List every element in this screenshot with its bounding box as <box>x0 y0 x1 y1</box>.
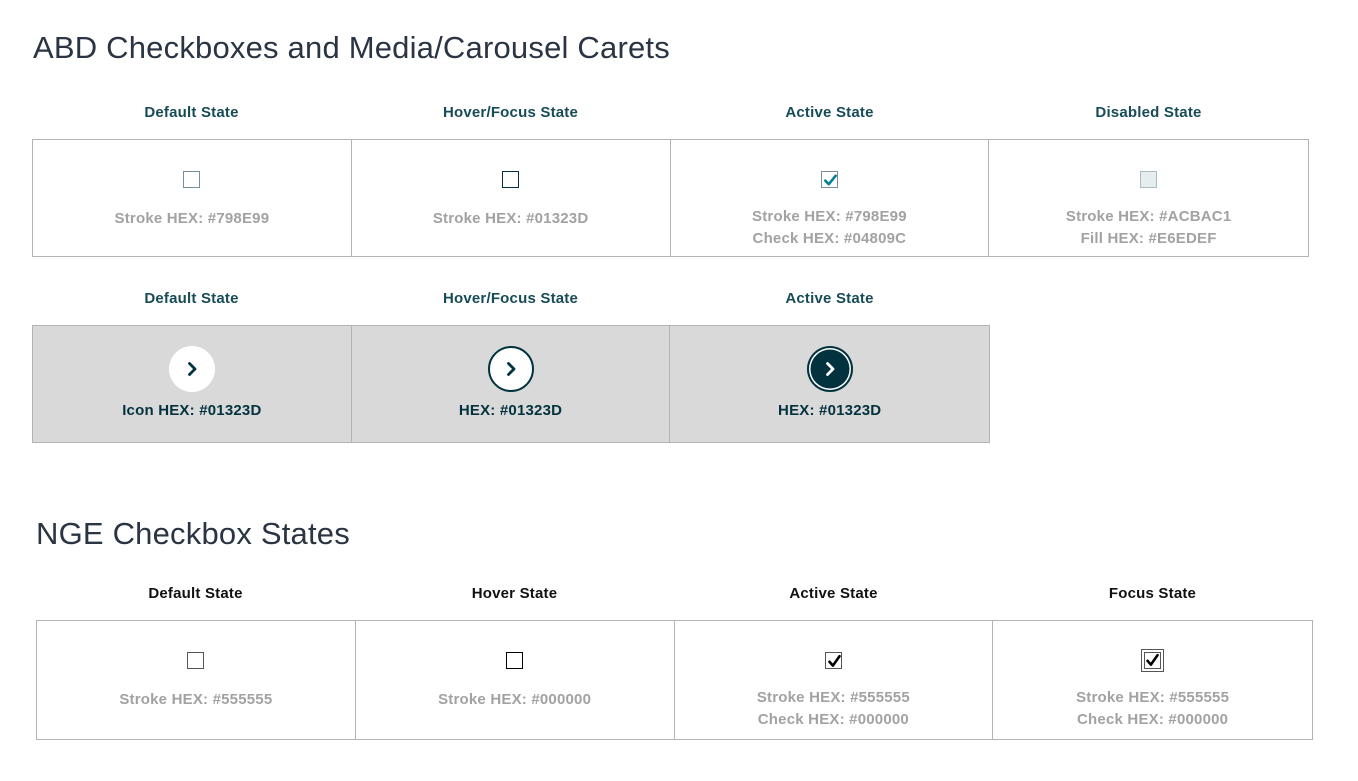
abd-checkbox-hover[interactable] <box>502 171 519 188</box>
caption-line: Stroke HEX: #555555 <box>1076 689 1230 706</box>
nge-section-title: NGE Checkbox States <box>36 516 350 551</box>
nge-cell-hover <box>356 621 675 739</box>
caption-line: Stroke HEX: #000000 <box>438 691 592 708</box>
caret-header-active: Active State <box>785 290 874 307</box>
abd-checkbox-cell-active <box>671 140 990 256</box>
nge-cell-default <box>37 621 356 739</box>
caption-line: Stroke HEX: #555555 <box>756 689 910 706</box>
nge-cell-active <box>675 621 994 739</box>
abd-checkbox-default[interactable] <box>183 171 200 188</box>
abd-checkbox-row <box>32 139 1309 257</box>
abd-checkbox-disabled-caption <box>1066 206 1232 250</box>
abd-checkbox-hover-caption <box>433 208 589 230</box>
caret-button-hover[interactable] <box>488 346 534 392</box>
nge-header-hover: Hover State <box>471 585 558 602</box>
caption-line: Check HEX: #04809C <box>752 230 907 247</box>
chevron-right-icon <box>502 360 520 378</box>
nge-header-default: Default State <box>148 585 243 602</box>
abd-checkbox-cell-default <box>33 140 352 256</box>
caption-line: Stroke HEX: #555555 <box>119 691 273 708</box>
checkmark-icon <box>822 172 839 189</box>
abd-caret-headers <box>32 290 989 307</box>
nge-cell-focus <box>993 621 1312 739</box>
caret-hover-caption: HEX: #01323D <box>458 402 563 419</box>
caret-header-hover-focus: Hover/Focus State <box>442 290 579 307</box>
abd-checkbox-cell-hover <box>352 140 671 256</box>
abd-header-disabled: Disabled State <box>1095 104 1202 121</box>
chevron-right-icon <box>821 360 839 378</box>
checkmark-icon <box>826 653 843 670</box>
nge-header-focus: Focus State <box>1108 585 1197 602</box>
caption-line: Check HEX: #000000 <box>1077 711 1229 728</box>
nge-headers <box>36 585 1312 602</box>
caret-header-default: Default State <box>144 290 239 307</box>
caret-cell-active <box>670 326 989 442</box>
caret-default-caption: Icon HEX: #01323D <box>122 402 262 419</box>
nge-hover-caption <box>438 689 591 711</box>
abd-checkbox-cell-disabled <box>989 140 1308 256</box>
nge-active-caption <box>757 687 910 731</box>
nge-checkbox-active[interactable] <box>825 652 842 669</box>
abd-header-default: Default State <box>144 104 239 121</box>
abd-checkbox-headers <box>32 104 1308 121</box>
nge-header-active: Active State <box>789 585 878 602</box>
nge-default-caption <box>119 689 272 711</box>
caption-line: Stroke HEX: #ACBAC1 <box>1065 208 1232 225</box>
abd-checkbox-active[interactable] <box>821 171 838 188</box>
nge-checkbox-focus[interactable] <box>1141 649 1164 672</box>
caption-line: Stroke HEX: #01323D <box>432 210 589 227</box>
abd-checkbox-disabled <box>1140 171 1157 188</box>
caption-line: Check HEX: #000000 <box>757 711 909 728</box>
caret-active-caption: HEX: #01323D <box>778 402 882 419</box>
caret-button-active[interactable] <box>807 346 853 392</box>
caption-line: Stroke HEX: #798E99 <box>114 210 270 227</box>
abd-caret-row <box>32 325 990 443</box>
caption-line: Fill HEX: #E6EDEF <box>1080 230 1217 247</box>
nge-focus-caption <box>1076 687 1229 731</box>
checkmark-icon <box>1144 652 1161 669</box>
abd-header-hover-focus: Hover/Focus State <box>442 104 579 121</box>
caret-button-default[interactable] <box>169 346 215 392</box>
abd-section-title: ABD Checkboxes and Media/Carousel Carets <box>33 30 670 65</box>
caret-cell-hover <box>352 326 671 442</box>
abd-header-active: Active State <box>785 104 874 121</box>
caption-line: Stroke HEX: #798E99 <box>752 208 907 225</box>
abd-checkbox-active-caption <box>752 206 907 250</box>
abd-checkbox-default-caption <box>115 208 270 230</box>
chevron-right-icon <box>183 360 201 378</box>
nge-checkbox-default[interactable] <box>187 652 204 669</box>
nge-checkbox-focus-inner <box>1144 652 1161 669</box>
nge-checkbox-row <box>36 620 1313 740</box>
caret-cell-default <box>33 326 352 442</box>
nge-checkbox-hover[interactable] <box>506 652 523 669</box>
